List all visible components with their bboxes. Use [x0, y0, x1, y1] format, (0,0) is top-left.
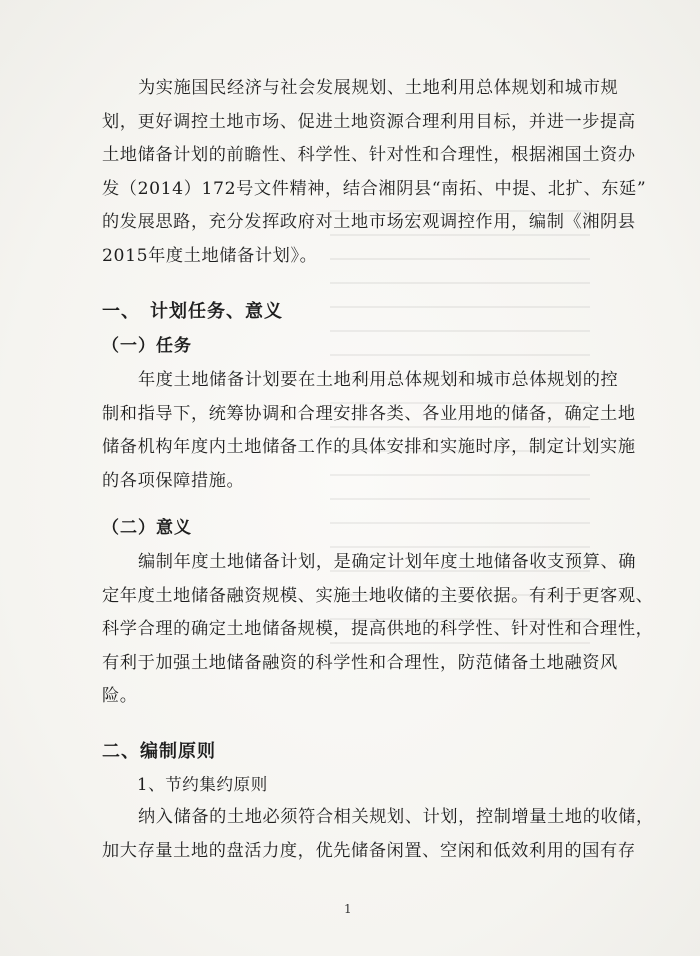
section-heading — [102, 297, 283, 323]
significance-paragraph — [102, 546, 654, 714]
intro-line: 发（2014）172号文件精神，结合湘阴县“南拓、中提、北扩、东延” — [102, 178, 647, 199]
intro-line: 的发展思路，充分发挥政府对土地市场宏观调控作用，编制《湘阴县 — [102, 212, 636, 232]
page-number: 1 — [344, 902, 352, 916]
principle-item-label: 1、节约集约原则 — [137, 775, 268, 794]
task-line: 年度土地储备计划要在土地利用总体规划和城市总体规划的控 — [138, 370, 619, 390]
significance-line: 定年度土地储备融资规模、实施土地收储的主要依据。有利于更客观、 — [102, 585, 654, 606]
subsection-heading: （二）意义 — [102, 518, 192, 538]
principle-line: 加大存量土地的盘活力度，优先储备闲置、空闲和低效利用的国有存 — [102, 840, 636, 861]
subsection-heading: （一）任务 — [102, 336, 192, 356]
task-line: 的各项保障措施。 — [102, 470, 245, 491]
principle-line: 纳入储备的土地必须符合相关规划、计划，控制增量土地的收储， — [138, 807, 654, 827]
intro-line: 为实施国民经济与社会发展规划、土地利用总体规划和城市规 — [138, 78, 619, 98]
significance-line: 有利于加强土地储备融资的科学性和合理性，防范储备土地融资风 — [102, 652, 618, 673]
section-title: 计划任务、意义 — [150, 301, 283, 322]
intro-line: 土地储备计划的前瞻性、科学性、针对性和合理性，根据湘国土资办 — [102, 145, 636, 165]
section-heading — [102, 737, 216, 763]
significance-line: 编制年度土地储备计划，是确定计划年度土地储备收支预算、确 — [138, 552, 637, 572]
section-number: 一、 — [102, 301, 140, 322]
intro-paragraph — [102, 72, 647, 273]
task-line: 制和指导下，统筹协调和合理安排各类、各业用地的储备，确定土地 — [102, 403, 636, 424]
significance-line: 科学合理的确定土地储备规模，提高供地的科学性、针对性和合理性， — [102, 619, 654, 639]
section-number: 二、 — [102, 741, 140, 762]
intro-line: 划，更好调控土地市场、促进土地资源合理利用目标，并进一步提高 — [102, 111, 636, 132]
task-line: 储备机构年度内土地储备工作的具体安排和实施时序，制定计划实施 — [102, 437, 636, 457]
intro-line: 2015年度土地储备计划》。 — [102, 245, 318, 266]
principle-paragraph — [102, 801, 654, 868]
section-title: 编制原则 — [140, 741, 216, 762]
significance-line: 险。 — [102, 686, 138, 706]
task-paragraph — [102, 364, 636, 498]
